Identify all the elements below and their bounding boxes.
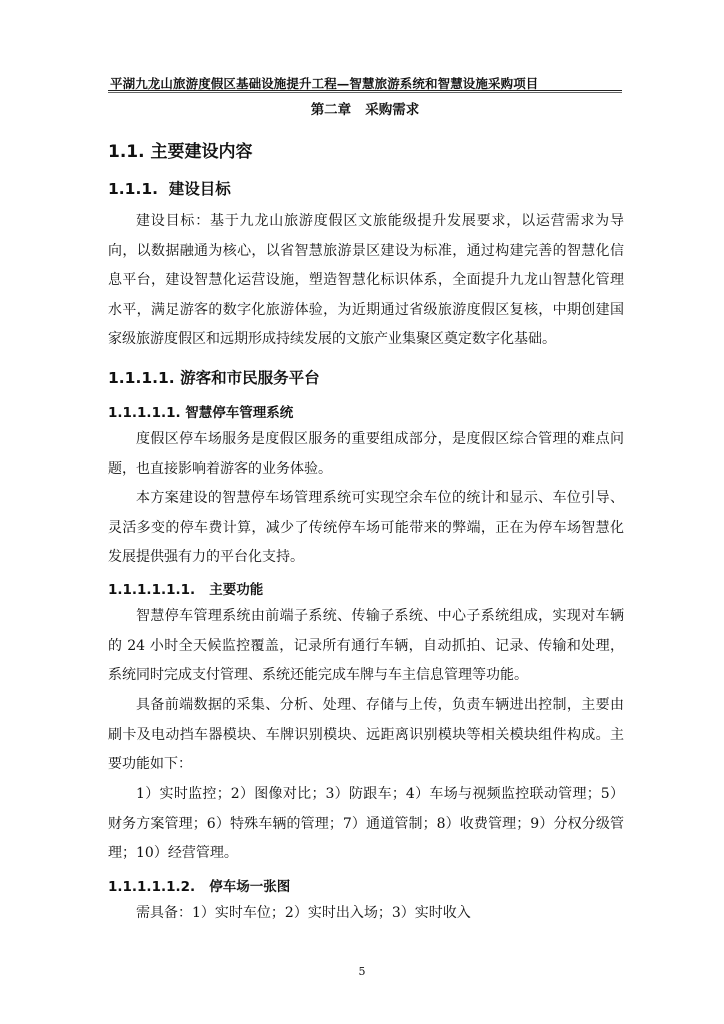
header-rule [108, 90, 622, 91]
section-heading-1-1-1-1-1: 1.1.1.1.1. 智慧停车管理系统 [108, 405, 294, 421]
paragraph-function-list: 1）实时监控；2）图像对比；3）防跟车；4）车场与视频监控联动管理；5）财务方案管理；6）特殊车辆的管理；7）通道管制；8）收费管理；9）分权分级管理；10）经营管理。 [108, 786, 624, 861]
page-number: 5 [358, 965, 366, 978]
chapter-title: 第二章 采购需求 [310, 102, 420, 118]
section-heading-parking-map: 1.1.1.1.1.2. 停车场一张图 [108, 879, 291, 895]
section-heading-1-1-1-1: 1.1.1.1. 游客和市民服务平台 [108, 369, 320, 387]
paragraph-parking-solution: 本方案建设的智慧停车场管理系统可实现空余车位的统计和显示、车位引导、灵活多变的停车费计算，减少了传统停车场可能带来的弊端，正在为停车场智慧化发展提供强有力的平台化支持。 [108, 490, 624, 565]
paragraph-parking-map: 需具备：1）实时车位；2）实时出入场；3）实时收入 [136, 905, 471, 921]
paragraph-front-end: 具备前端数据的采集、分析、处理、存储与上传，负责车辆进出控制，主要由刷卡及电动挡车器模块、车牌识别模块、远距离识别模块等相关模块组件构成。主要功能如下： [108, 697, 624, 772]
section-heading-main-functions: 1.1.1.1.1.1. 主要功能 [108, 582, 264, 598]
paragraph-system-composition: 智慧停车管理系统由前端子系统、传输子系统、中心子系统组成，实现对车辆的 24 小时全天候监控覆盖，记录所有通行车辆，自动抓拍、记录、传输和处理，系统同时完成支付管理、系统还能完成车牌与车主信息管理等功能。 [108, 608, 624, 683]
running-header: 平湖九龙山旅游度假区基础设施提升工程—智慧旅游系统和智慧设施采购项目 [110, 76, 539, 91]
section-heading-1-1-1: 1.1.1. 建设目标 [108, 180, 231, 198]
paragraph-construction-goal: 建设目标：基于九龙山旅游度假区文旅能级提升发展要求，以运营需求为导向，以数据融通为核心，以省智慧旅游景区建设为标准，通过构建完善的智慧化信息平台，建设智慧化运营设施，塑造智慧化标识体系，全面提升九龙山智慧化管理水平，满足游客的数字化旅游体验，为近期通过省级旅游度假区复核，中期创建国家级旅游度假区和远期形成持续发展的文旅产业集聚区奠定数字化基础。 [108, 213, 624, 347]
paragraph-parking-intro: 度假区停车场服务是度假区服务的重要组成部分，是度假区综合管理的难点问题，也直接影响着游客的业务体验。 [108, 431, 624, 477]
header-rule-thin [108, 92, 622, 93]
section-heading-1-1: 1.1. 主要建设内容 [108, 142, 253, 162]
